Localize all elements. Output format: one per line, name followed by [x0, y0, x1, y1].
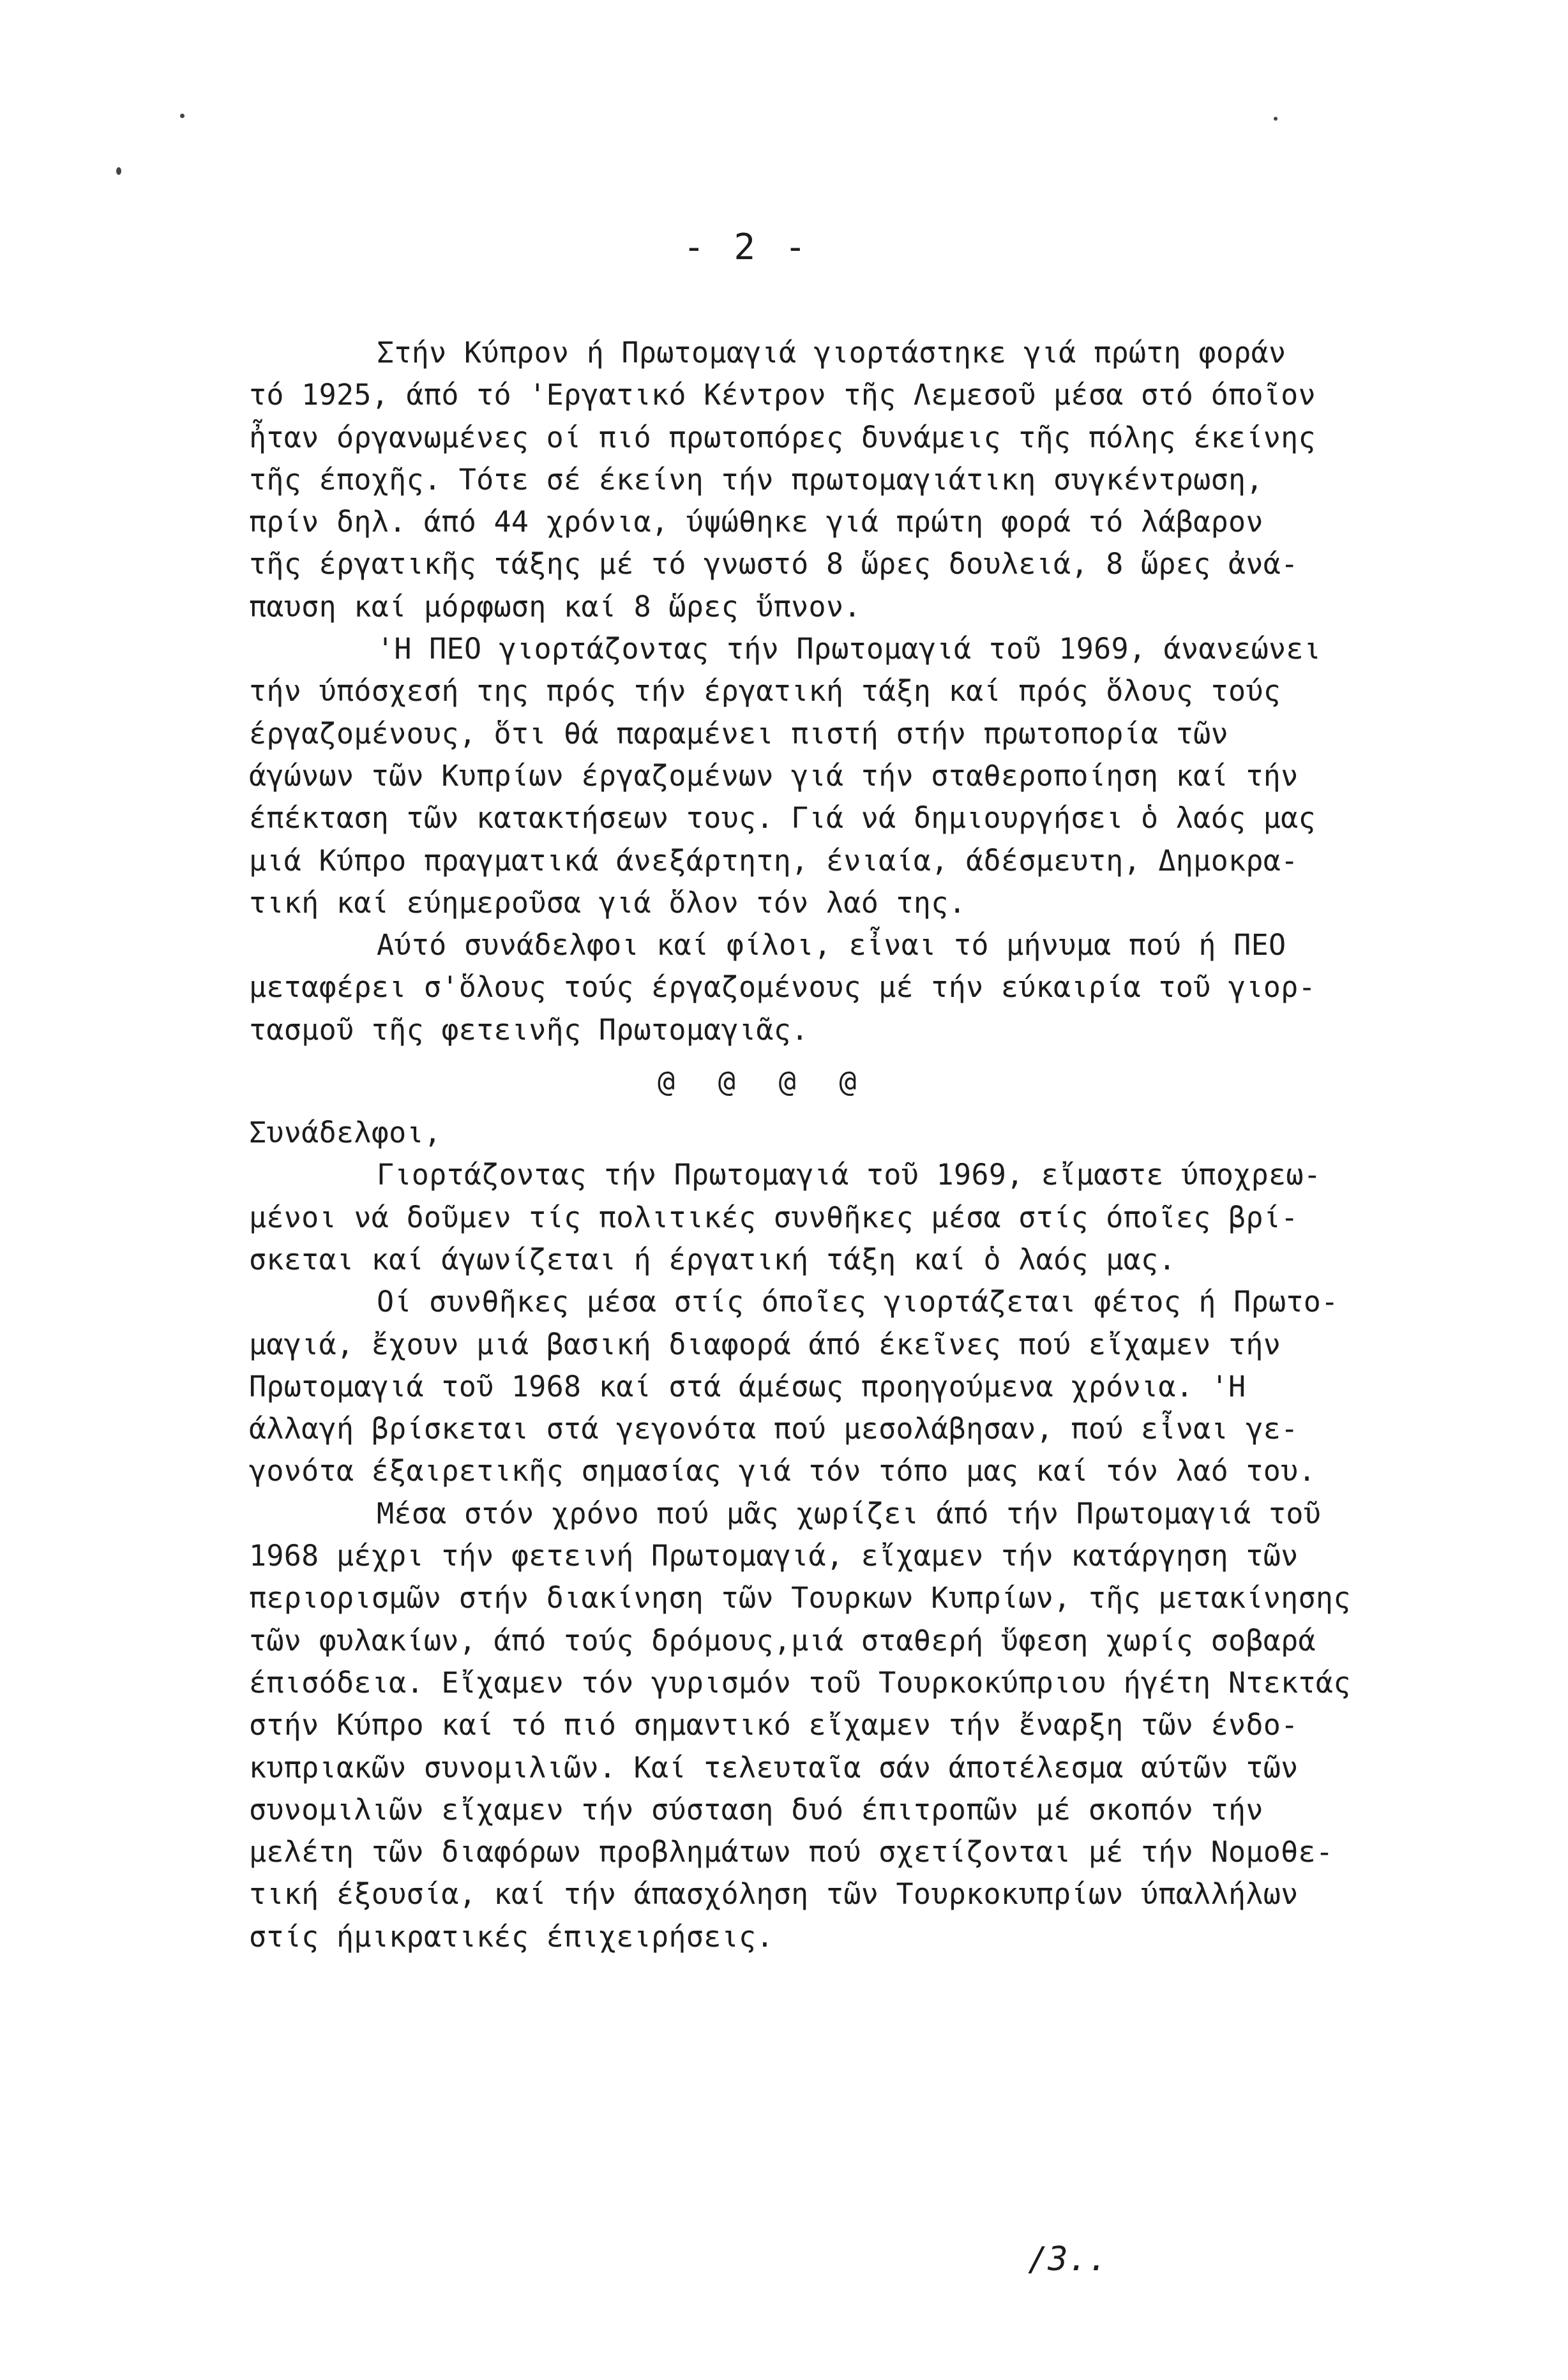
- text-line: έπισόδεια. Εἴχαμεν τόν γυρισμόν τοῦ Τουρκοκύπριου ήγέτη Ντεκτάς: [249, 1665, 1351, 1700]
- text-line: παυση καί μόρφωση καί 8 ὥρες ὕπνον.: [249, 589, 861, 624]
- text-line: Συνάδελφοι,: [249, 1116, 442, 1150]
- text-line: Γιορτάζοντας τήν Πρωτομαγιά τοῦ 1969, εἴμαστε ύποχρεω-: [377, 1158, 1322, 1192]
- body-text: [249, 332, 1481, 1958]
- text-line: Αύτό συνάδελφοι καί φίλοι, εἶναι τό μήνυμα πού ή ΠΕΟ: [377, 928, 1286, 962]
- text-line: πρίν δηλ. άπό 44 χρόνια, ύψώθηκε γιά πρώτη φορά τό λάβαρον: [249, 505, 1263, 539]
- text-line: άγώνων τῶν Κυπρίων έργαζομένων γιά τήν σταθεροποίηση καί τήν: [249, 758, 1299, 793]
- scan-speck: [1274, 117, 1278, 121]
- text-line: συνομιλιῶν εἴχαμεν τήν σύσταση δυό έπιτροπῶν μέ σκοπόν τήν: [249, 1792, 1263, 1827]
- scan-speck: [180, 114, 185, 118]
- text-line: Πρωτομαγιά τοῦ 1968 καί στά άμέσως προηγούμενα χρόνια. 'Η: [249, 1369, 1246, 1403]
- text-line: Στήν Κύπρον ή Πρωτομαγιά γιορτάστηκε γιά πρώτη φοράν: [377, 336, 1286, 370]
- next-page-marker: /3..: [1028, 2240, 1108, 2279]
- text-line: τική καί εύημεροῦσα γιά ὅλον τόν λαό της.: [249, 885, 967, 920]
- section-separator: @ @ @ @: [658, 1065, 857, 1099]
- text-line: 'Η ΠΕΟ γιορτάζοντας τήν Πρωτομαγιά τοῦ 1969, άνανεώνει: [377, 632, 1322, 666]
- text-line: τασμοῦ τῆς φετεινῆς Πρωτομαγιᾶς.: [249, 1012, 809, 1047]
- text-line: τό 1925, άπό τό 'Εργατικό Κέντρον τῆς Λεμεσοῦ μέσα στό όποῖον: [249, 378, 1316, 412]
- text-line: γονότα έξαιρετικῆς σημασίας γιά τόν τόπο μας καί τόν λαό του.: [249, 1454, 1316, 1488]
- text-line: περιορισμῶν στήν διακίνηση τῶν Τουρκων Κυπρίων, τῆς μετακίνησης: [249, 1581, 1351, 1615]
- text-line: κυπριακῶν συνομιλιῶν. Καί τελευταῖα σάν άποτέλεσμα αύτῶν τῶν: [249, 1750, 1299, 1785]
- text-line: άλλαγή βρίσκεται στά γεγονότα πού μεσολάβησαν, πού εἶναι γε-: [249, 1412, 1299, 1446]
- text-line: Μέσα στόν χρόνο πού μᾶς χωρίζει άπό τήν Πρωτομαγιά τοῦ: [377, 1496, 1322, 1531]
- text-line: τῆς έποχῆς. Τότε σέ έκείνη τήν πρωτομαγιάτικη συγκέντρωση,: [249, 462, 1263, 497]
- text-line: μεταφέρει σ'ὅλους τούς έργαζομένους μέ τήν εύκαιρία τοῦ γιορ-: [249, 970, 1316, 1005]
- text-line: στήν Κύπρο καί τό πιό σημαντικό εἴχαμεν τήν ἔναρξη τῶν ένδο-: [249, 1708, 1299, 1742]
- text-line: τῶν φυλακίων, άπό τούς δρόμους,μιά σταθερή ὕφεση χωρίς σοβαρά: [249, 1623, 1316, 1658]
- text-line: 1968 μέχρι τήν φετεινή Πρωτομαγιά, εἴχαμεν τήν κατάργηση τῶν: [249, 1539, 1299, 1573]
- text-line: τήν ύπόσχεσή της πρός τήν έργατική τάξη καί πρός ὅλους τούς: [249, 674, 1281, 708]
- text-line: μένοι νά δοῦμεν τίς πολιτικές συνθῆκες μέσα στίς όποῖες βρί-: [249, 1200, 1299, 1234]
- scan-speck: [116, 167, 121, 175]
- text-line: σκεται καί άγωνίζεται ή έργατική τάξη καί ὁ λαός μας.: [249, 1242, 1176, 1276]
- text-line: τική έξουσία, καί τήν άπασχόληση τῶν Τουρκοκυπρίων ύπαλλήλων: [249, 1877, 1299, 1912]
- text-line: μελέτη τῶν διαφόρων προβλημάτων πού σχετίζονται μέ τήν Νομοθε-: [249, 1835, 1334, 1869]
- text-line: τῆς έργατικῆς τάξης μέ τό γνωστό 8 ὥρες δουλειά, 8 ὥρες ἀνά-: [249, 547, 1299, 581]
- text-line: μαγιά, ἔχουν μιά βασική διαφορά άπό έκεῖνες πού εἴχαμεν τήν: [249, 1327, 1281, 1361]
- text-line: μιά Κύπρο πραγματικά άνεξάρτητη, ένιαία, άδέσμευτη, Δημοκρα-: [249, 843, 1299, 878]
- text-line: Οί συνθῆκες μέσα στίς όποῖες γιορτάζεται φέτος ή Πρωτο-: [377, 1285, 1339, 1319]
- text-line: έργαζομένους, ὅτι θά παραμένει πιστή στήν πρωτοπορία τῶν: [249, 716, 1228, 751]
- text-line: στίς ήμικρατικές έπιχειρήσεις.: [249, 1919, 774, 1954]
- text-line: ἦταν όργανωμένες οί πιό πρωτοπόρες δυνάμεις τῆς πόλης έκείνης: [249, 420, 1316, 454]
- text-line: έπέκταση τῶν κατακτήσεων τους. Γιά νά δημιουργήσει ὁ λαός μας: [249, 801, 1316, 835]
- page-number: - 2 -: [683, 227, 810, 268]
